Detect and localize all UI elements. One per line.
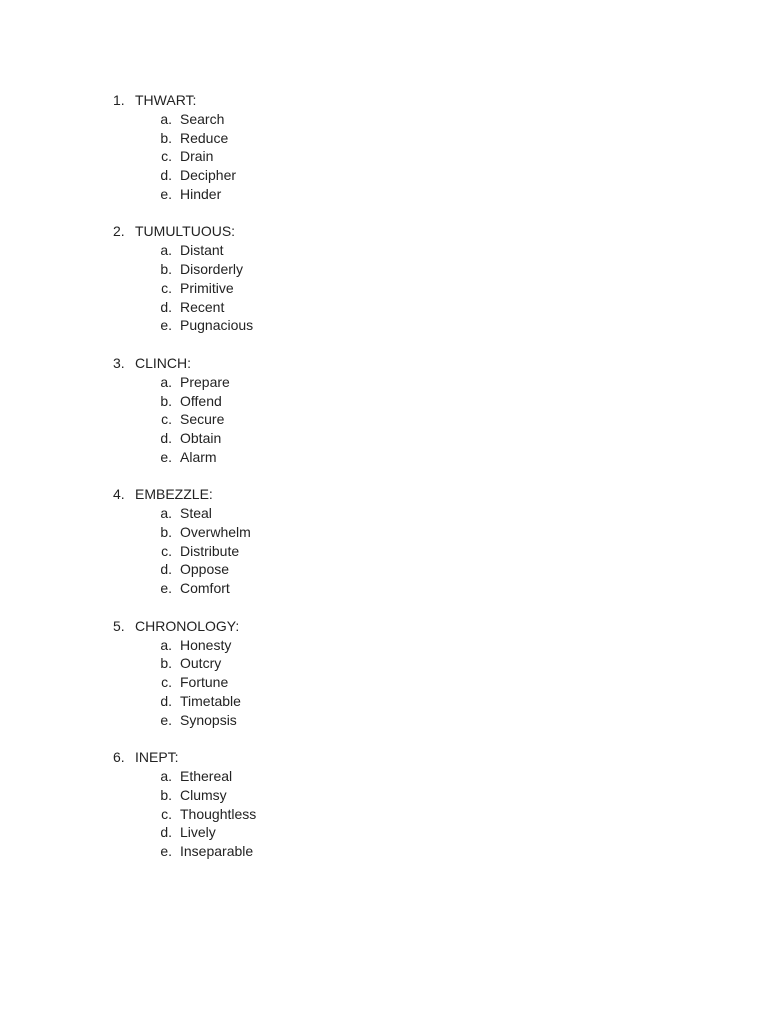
choice-letter: c. bbox=[161, 542, 172, 559]
choice-letter: c. bbox=[161, 674, 172, 691]
question-stem bbox=[108, 91, 608, 110]
question-stem bbox=[108, 354, 608, 373]
choice-text: Distant bbox=[180, 242, 224, 259]
choice-letter: d. bbox=[160, 429, 172, 446]
choice-letter: e. bbox=[160, 448, 172, 465]
question-word: CHRONOLOGY: bbox=[135, 617, 240, 634]
choice-text: Steal bbox=[180, 505, 212, 522]
choice-letter: d. bbox=[160, 561, 172, 578]
choice-letter: d. bbox=[160, 692, 172, 709]
choice-item bbox=[108, 373, 608, 392]
choice-letter: a. bbox=[160, 242, 172, 259]
choice-list bbox=[108, 767, 608, 860]
choice-letter: a. bbox=[160, 373, 172, 390]
choice-letter: a. bbox=[160, 505, 172, 522]
choice-letter: c. bbox=[161, 279, 172, 296]
question-number: 5. bbox=[113, 617, 125, 634]
choice-text: Thoughtless bbox=[180, 805, 257, 822]
choice-text: Hinder bbox=[180, 185, 222, 202]
choice-letter: d. bbox=[160, 824, 172, 841]
choice-letter: b. bbox=[160, 786, 172, 803]
choice-text: Distribute bbox=[180, 542, 240, 559]
choice-text: Obtain bbox=[180, 429, 222, 446]
choice-text: Oppose bbox=[180, 561, 230, 578]
choice-text: Search bbox=[180, 111, 225, 127]
choice-letter: a. bbox=[160, 636, 172, 653]
choice-item bbox=[108, 448, 608, 467]
choice-text: Alarm bbox=[180, 448, 217, 465]
question-number: 1. bbox=[113, 92, 125, 108]
choice-item bbox=[108, 241, 608, 260]
choice-letter: e. bbox=[160, 317, 172, 334]
choice-text: Synopsis bbox=[180, 711, 237, 728]
choice-text: Lively bbox=[180, 824, 216, 841]
choice-item bbox=[108, 823, 608, 842]
choice-text: Recent bbox=[180, 298, 225, 315]
choice-text: Disorderly bbox=[180, 261, 244, 278]
question-item bbox=[108, 222, 608, 334]
choice-letter: e. bbox=[160, 185, 172, 202]
choice-text: Comfort bbox=[180, 580, 230, 597]
choice-item bbox=[108, 260, 608, 279]
question-number: 3. bbox=[113, 354, 125, 371]
choice-item bbox=[108, 392, 608, 411]
choice-list bbox=[108, 636, 608, 729]
choice-item bbox=[108, 429, 608, 448]
choice-letter: b. bbox=[160, 524, 172, 540]
choice-letter: e. bbox=[160, 711, 172, 728]
choice-item bbox=[108, 654, 608, 673]
choice-letter: b. bbox=[160, 261, 172, 278]
choice-list bbox=[108, 110, 608, 203]
question-word: INEPT: bbox=[135, 749, 179, 766]
choice-text: Timetable bbox=[180, 692, 241, 709]
choice-text: Offend bbox=[180, 392, 222, 409]
question-word: EMBEZZLE: bbox=[135, 486, 213, 503]
choice-item bbox=[108, 298, 608, 317]
choice-text: Honesty bbox=[180, 636, 232, 653]
choice-letter: e. bbox=[160, 580, 172, 597]
question-item bbox=[108, 485, 608, 597]
choice-item bbox=[108, 560, 608, 579]
question-stem bbox=[108, 222, 608, 241]
choice-item bbox=[108, 129, 608, 148]
choice-item bbox=[108, 636, 608, 655]
question-item bbox=[108, 354, 608, 466]
choice-letter: e. bbox=[160, 842, 172, 859]
question-number: 2. bbox=[113, 223, 125, 240]
question-word: TUMULTUOUS: bbox=[135, 223, 236, 240]
choice-letter: b. bbox=[160, 129, 172, 146]
choice-letter: d. bbox=[160, 298, 172, 315]
choice-item bbox=[108, 542, 608, 561]
choice-text: Prepare bbox=[180, 373, 230, 390]
choice-item bbox=[108, 316, 608, 335]
choice-text: Decipher bbox=[180, 167, 237, 184]
choice-item bbox=[108, 523, 608, 542]
question-item bbox=[108, 91, 608, 203]
choice-text: Secure bbox=[180, 411, 225, 428]
choice-list bbox=[108, 241, 608, 334]
choice-list bbox=[108, 504, 608, 597]
question-list bbox=[108, 91, 608, 880]
choice-text: Drain bbox=[180, 148, 214, 165]
choice-text: Reduce bbox=[180, 129, 229, 146]
choice-item bbox=[108, 147, 608, 166]
choice-item bbox=[108, 185, 608, 204]
choice-item bbox=[108, 673, 608, 692]
choice-text: Overwhelm bbox=[180, 524, 251, 540]
question-number: 6. bbox=[113, 749, 125, 766]
question-item bbox=[108, 617, 608, 729]
choice-letter: a. bbox=[160, 768, 172, 785]
choice-text: Fortune bbox=[180, 674, 229, 691]
question-word: THWART: bbox=[135, 92, 197, 108]
choice-letter: b. bbox=[160, 392, 172, 409]
choice-item bbox=[108, 805, 608, 824]
question-number: 4. bbox=[113, 486, 125, 503]
choice-item bbox=[108, 410, 608, 429]
choice-text: Inseparable bbox=[180, 842, 254, 859]
choice-text: Primitive bbox=[180, 279, 234, 296]
choice-letter: d. bbox=[160, 167, 172, 184]
choice-text: Ethereal bbox=[180, 768, 233, 785]
choice-text: Pugnacious bbox=[180, 317, 254, 334]
question-stem bbox=[108, 485, 608, 504]
choice-text: Outcry bbox=[180, 655, 222, 672]
choice-item bbox=[108, 711, 608, 730]
choice-letter: c. bbox=[161, 148, 172, 165]
question-stem bbox=[108, 617, 608, 636]
choice-item bbox=[108, 767, 608, 786]
choice-letter: c. bbox=[161, 411, 172, 428]
choice-item bbox=[108, 692, 608, 711]
question-item bbox=[108, 748, 608, 860]
question-stem bbox=[108, 748, 608, 767]
question-word: CLINCH: bbox=[135, 354, 192, 371]
choice-list bbox=[108, 373, 608, 466]
choice-letter: a. bbox=[160, 111, 172, 127]
choice-letter: b. bbox=[160, 655, 172, 672]
choice-item bbox=[108, 166, 608, 185]
choice-item bbox=[108, 786, 608, 805]
choice-item bbox=[108, 279, 608, 298]
choice-item bbox=[108, 842, 608, 861]
choice-text: Clumsy bbox=[180, 786, 227, 803]
choice-letter: c. bbox=[161, 805, 172, 822]
choice-item bbox=[108, 579, 608, 598]
choice-item bbox=[108, 110, 608, 129]
choice-item bbox=[108, 504, 608, 523]
